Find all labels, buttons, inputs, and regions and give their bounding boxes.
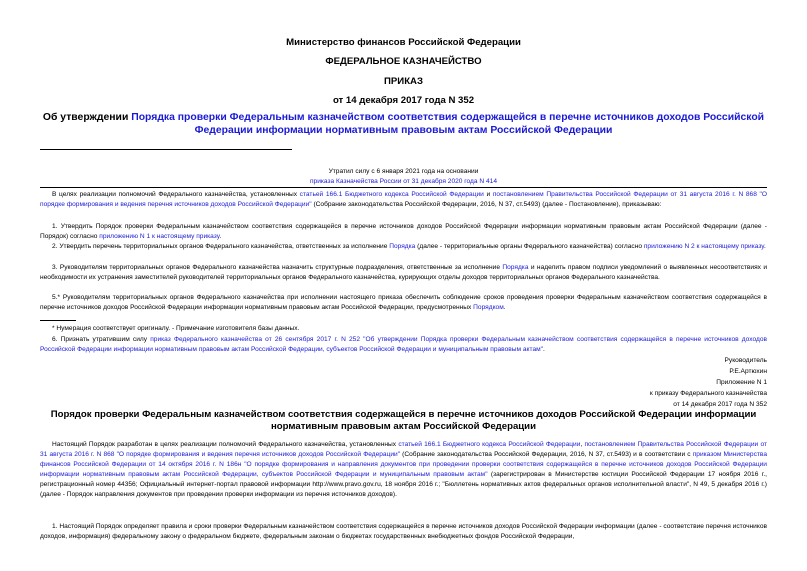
- doc-type-heading: ПРИКАЗ: [384, 76, 423, 87]
- footnote-text: * Нумерация соответствует оригиналу. - Примечание изготовителя базы данных.: [52, 325, 300, 332]
- doc-date-heading: от 14 декабря 2017 года N 352: [332, 95, 475, 106]
- body-1-text-1: Настоящий Порядок разработан в целях реализации полномочий Федерального казначейства, установленных: [52, 441, 399, 448]
- appendix-title: Порядок проверки Федеральным казначейством соответствия содержащейся в перечне источников доходов Российской Федерации информации нормативным правовым актам Российской Федерации: [50, 409, 757, 432]
- item-6-link[interactable]: приказ Федерального казначейства от 26 сентября 2017 г. N 252 "Об утверждении Порядка проверки Федеральным казначейством соответствия содержащейся в перечне источников доходов Российской Федерации информации нормативным правовым актам Российской Федерации, субъектов Российской Федерации и муниципальным правовым актам": [40, 336, 767, 353]
- item-3-text: 3. Руководителям территориальных органов Федерального казначейства назначить структурные подразделения, ответственные за исполнение: [52, 264, 503, 271]
- appendix-ref: к приказу Федерального казначейства: [649, 390, 767, 397]
- item-1-paragraph: [40, 222, 767, 242]
- footnote-divider: [40, 320, 76, 321]
- footnote: [40, 324, 767, 334]
- item-5-link[interactable]: Порядком: [473, 304, 504, 311]
- body-1-link-decree[interactable]: постановлением Правительства Российской Федерации от 31 августа 2016 г. N 868 "О порядке формирования и ведения перечня источников доходов Российской Федерации": [40, 441, 767, 458]
- item-2-end: .: [763, 243, 766, 250]
- agency-heading: ФЕДЕРАЛЬНОЕ КАЗНАЧЕЙСТВО: [325, 56, 482, 67]
- item-5-paragraph: [40, 293, 767, 313]
- section-divider: [40, 187, 767, 188]
- intro-text-2: и: [483, 191, 493, 198]
- title-rule: [40, 149, 292, 150]
- appendix-label: Приложение N 1: [716, 379, 767, 386]
- doc-title-link[interactable]: Порядка проверки Федеральным казначейством соответствия содержащейся в перечне источников доходов Российской Федерации информации нормативным правовым актам Российской Федерации: [131, 112, 765, 136]
- item-2-paragraph: [40, 242, 767, 252]
- item-2-mid: (далее - территориальные органы Федерального казначейства) согласно: [415, 243, 644, 250]
- item-1-link[interactable]: приложению N 1 к настоящему приказу: [99, 233, 220, 240]
- ministry-heading: Министерство финансов Российской Федерации: [286, 37, 521, 48]
- doc-title: [40, 112, 767, 137]
- body-1-text-4: (зарегистрирован в Министерстве юстиции Российской Федерации 17 ноября 2016 г., регистрационный номер 44356; Официальный интернет-портал правовой информации http://www.pravo.gov.ru, 18 ноября 2016 г.; "Бюллетень нормативных актов федеральных органов исполнительной власти", N 49, 5 декабря 2016 г.) (далее - Порядок направления документов при проведении проверки информации из перечня источников доходов).: [40, 471, 767, 498]
- item-3-paragraph: [40, 263, 767, 283]
- body-paragraph-1: [40, 440, 767, 500]
- item-5-end: .: [503, 304, 506, 311]
- body-paragraph-2: [40, 522, 767, 542]
- status-line: Утратил силу с 6 января 2021 года на основании: [328, 168, 479, 175]
- intro-text-1: В целях реализации полномочий Федерального казначейства, установленных: [52, 191, 300, 198]
- intro-link-decree[interactable]: постановлением Правительства Российской Федерации от 31 августа 2016 г. N 868 "О порядке формирования и ведения перечня источников доходов Российской Федерации": [40, 191, 767, 208]
- item-6-paragraph: [40, 335, 767, 355]
- item-2-text: 2. Утвердить перечень территориальных органов Федерального казначейства, ответственных за исполнение: [52, 243, 390, 250]
- status-link[interactable]: приказа Казначейства России от 31 декабря 2020 года N 414: [309, 178, 498, 185]
- status-link-line: [0, 177, 807, 187]
- intro-link-article[interactable]: статьей 166.1 Бюджетного кодекса Российской Федерации: [299, 191, 484, 198]
- item-2-link-order[interactable]: Порядка: [389, 243, 416, 250]
- body-2-text: 1. Настоящий Порядок определяет правила и сроки проверки Федеральным казначейством соответствия содержащейся в перечне источников доходов Российской Федерации информации (далее - соответствие перечня источников доходов, информация) федеральному закону о федеральном бюджете, федеральным законам о бюджетах государственных внебюджетных фондов Российской Федерации,: [40, 523, 767, 540]
- item-3-link[interactable]: Порядка: [502, 264, 529, 271]
- item-6-end: .: [543, 346, 545, 353]
- intro-paragraph: [40, 190, 767, 210]
- signature-role: Руководитель: [724, 357, 767, 364]
- item-2-link-appendix[interactable]: приложению N 2 к настоящему приказу: [643, 243, 764, 250]
- item-5-text: 5.* Руководителям территориальных органов Федерального казначейства при исполнении настоящего приказа обеспечить соблюдение сроков проведения проверки Федеральным казначейством соответствия содержащейся в перечне источников доходов Российской Федерации информации нормативным правовым актам Российской Федерации, предусмотренных: [40, 294, 767, 311]
- body-1-link-order[interactable]: приказом Министерства финансов Российской Федерации от 14 октября 2016 г. N 186н "О порядке формирования и направления документов при проведении проверки соответствия содержащейся в перечне источников доходов Российской Федерации информации нормативным правовым актам Российской Федерации, субъектов Российской Федерации и муниципальным правовым актам": [40, 451, 768, 478]
- item-1-end: .: [219, 233, 222, 240]
- item-6-text: 6. Признать утратившим силу: [52, 336, 151, 343]
- body-1-text-3: (Собрание законодательства Российской Федерации, 2016, N 37, ст.5493) и в соответствии с: [400, 451, 693, 458]
- body-1-text-2: ,: [580, 441, 585, 448]
- item-3-end: и наделить правом подписи уведомлений о выявленных несоответствиях и необходимости их устранения заместителей руководителей территориальных органов Федерального казначейства, курирующих отделы доходов территориальных органов Федерального казначейства.: [40, 264, 767, 281]
- body-1-link-article[interactable]: статьей 166.1 Бюджетного кодекса Российской Федерации: [398, 441, 581, 448]
- signature-name: Р.Е.Артюхин: [729, 368, 767, 375]
- intro-text-3: (Собрание законодательства Российской Федерации, 2016, N 37, ст.5493) (далее - Постановление), приказываю:: [311, 201, 662, 208]
- item-1-text: 1. Утвердить Порядок проверки Федеральным казначейством соответствия содержащейся в перечне источников доходов Российской Федерации информации нормативным правовым актам Российской Федерации (далее - Порядок) согласно: [40, 223, 767, 240]
- doc-title-prefix: Об утверждении: [42, 112, 132, 123]
- appendix-date: от 14 декабря 2017 года N 352: [673, 401, 767, 408]
